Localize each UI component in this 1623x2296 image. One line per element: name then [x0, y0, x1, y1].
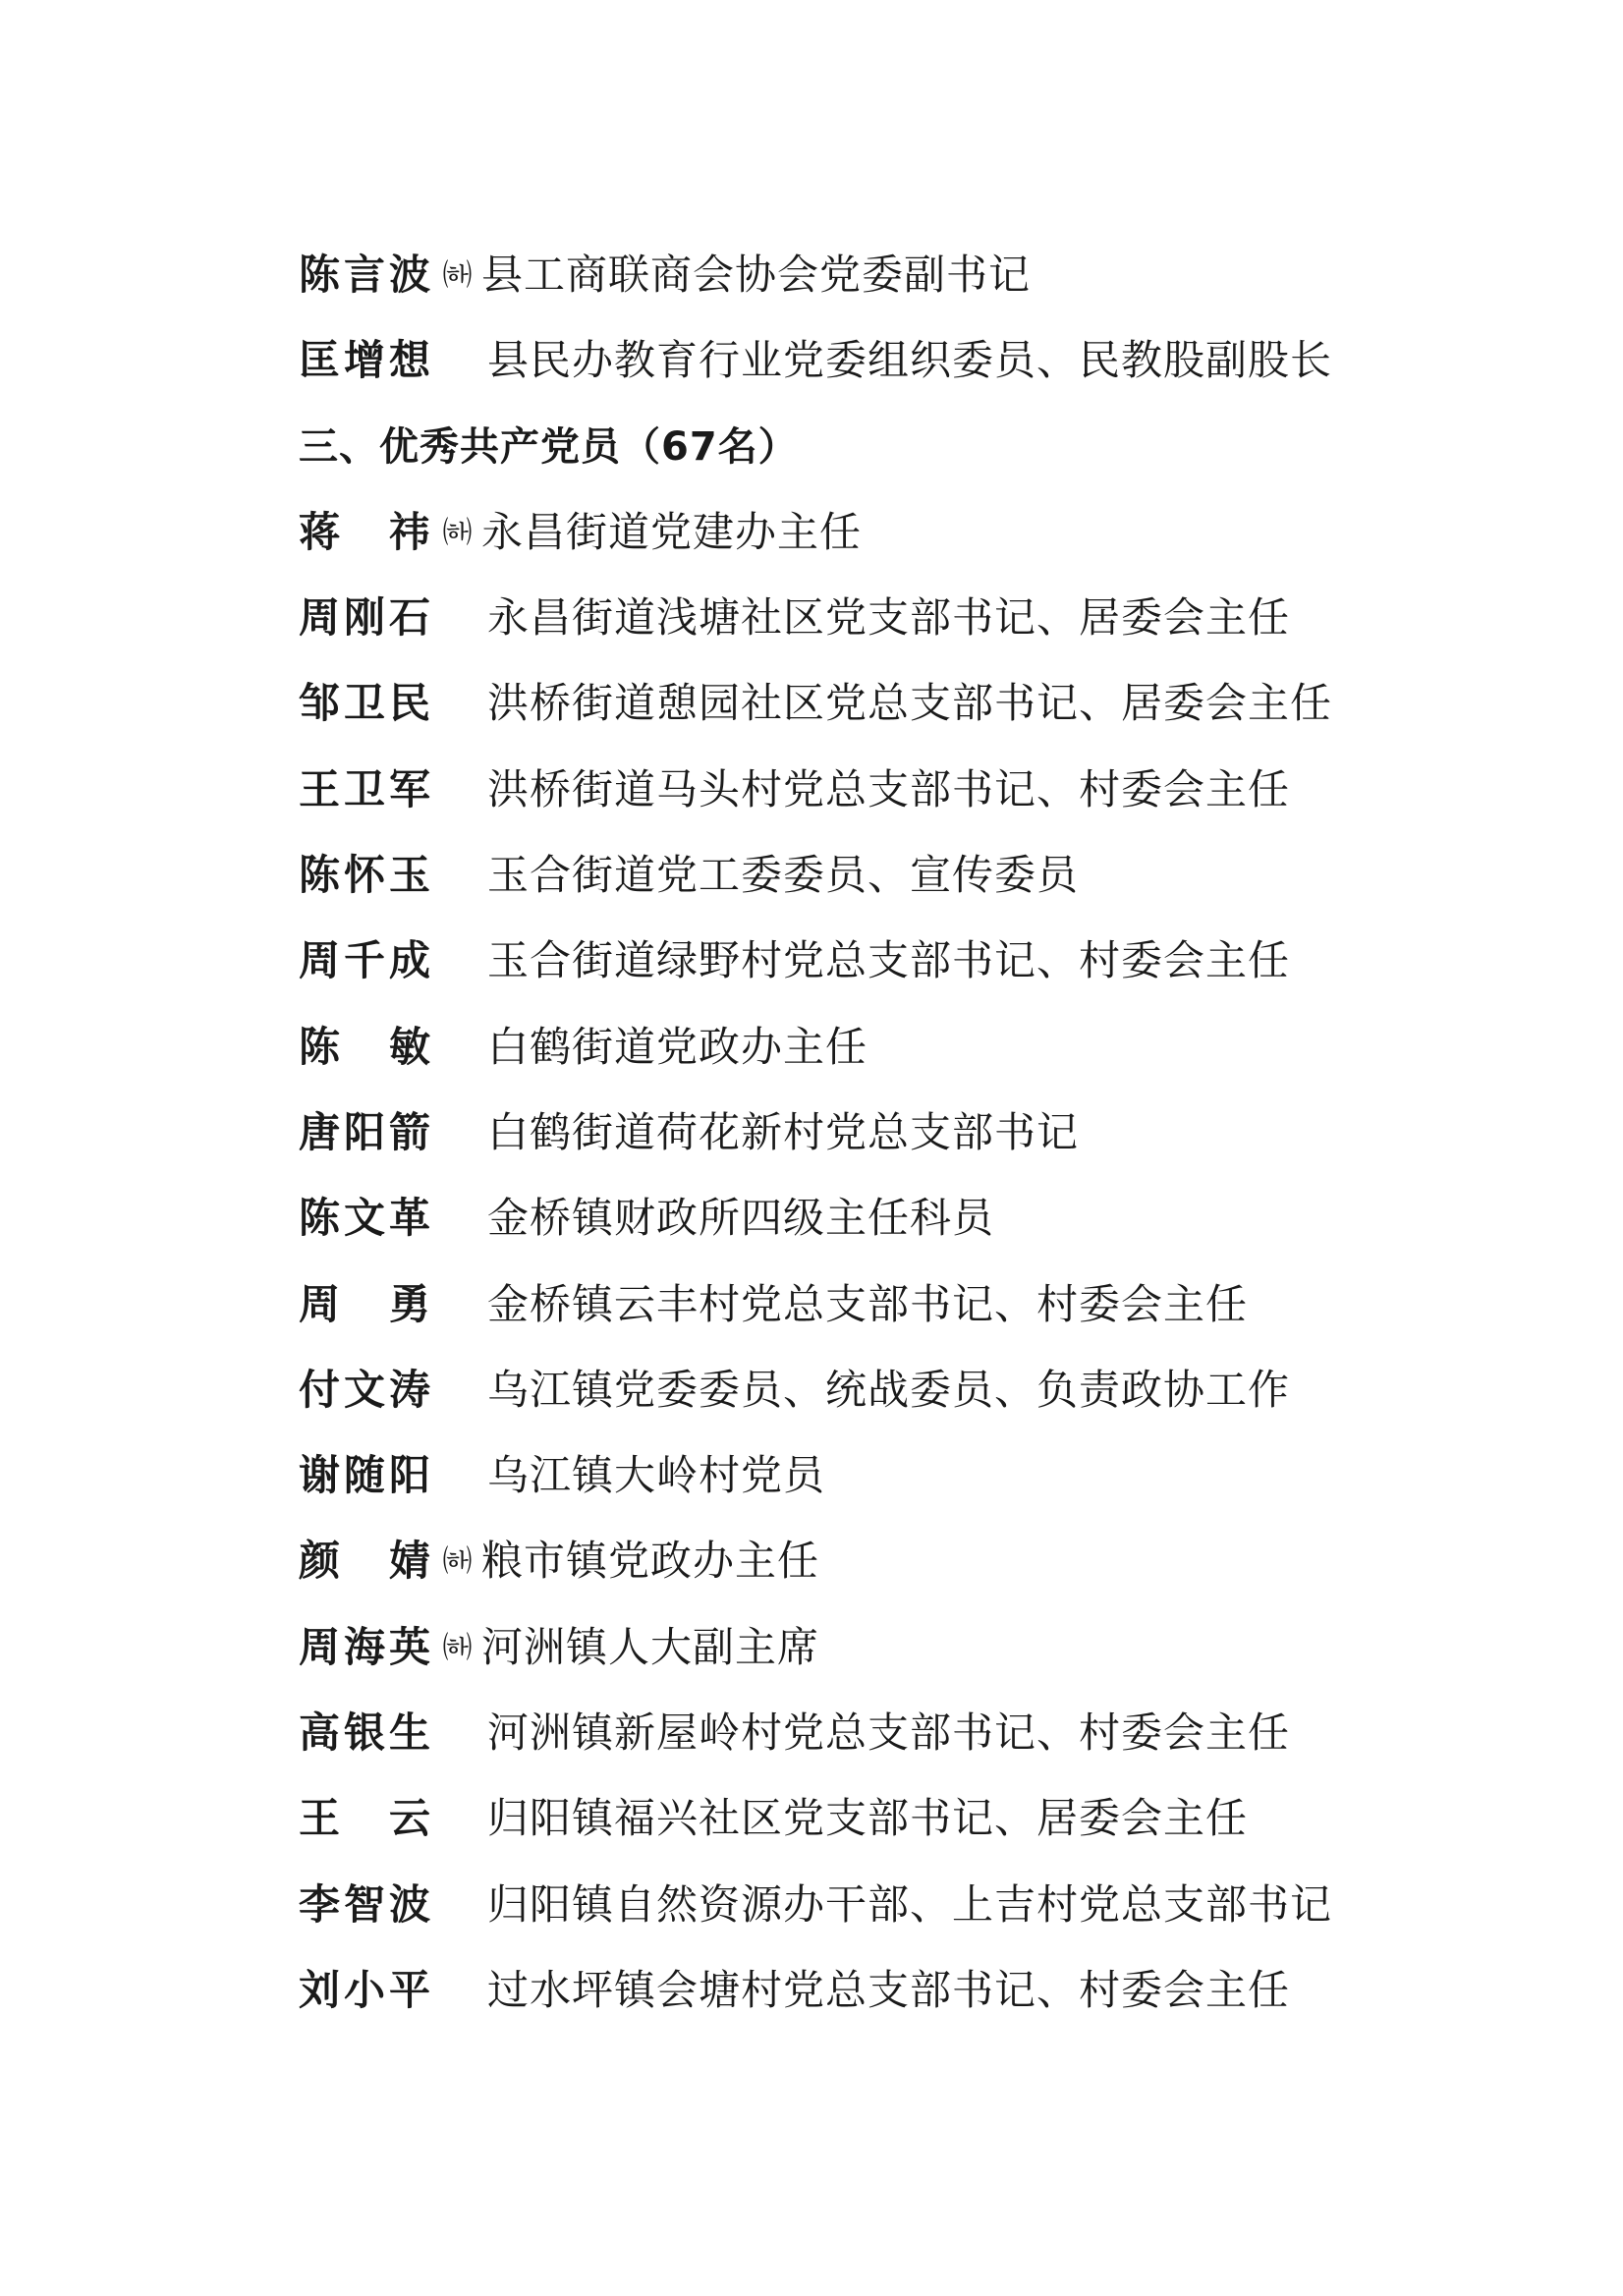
list-item [299, 329, 1478, 415]
list-item [299, 1359, 1478, 1444]
name-list [299, 244, 1478, 2044]
person-title: 玉合街道党工委委员、宣传委员 [487, 851, 1080, 900]
list-item [299, 244, 1478, 329]
person-title: 洪桥街道憩园社区党总支部书记、居委会主任 [487, 679, 1333, 728]
person-name: 王 云 [299, 1794, 435, 1843]
list-item [299, 929, 1478, 1015]
person-title: 乌江镇党委委员、统战委员、负责政协工作 [487, 1365, 1291, 1414]
person-title: 归阳镇自然资源办干部、上吉村党总支部书记 [487, 1879, 1333, 1929]
list-item [299, 1702, 1478, 1787]
female-mark: ㈛ [442, 1544, 474, 1580]
female-mark: ㈛ [442, 515, 474, 550]
person-name: 周 勇 [299, 1279, 435, 1328]
person-name: 高银生 [299, 1708, 435, 1758]
person-name: 匡增想 [299, 336, 435, 385]
list-item [299, 844, 1478, 929]
person-title: 县工商联商会协会党委副书记 [481, 251, 1032, 299]
person-name: 王卫军 [299, 764, 435, 813]
person-name: 谢随阳 [299, 1451, 435, 1500]
person-name: 陈言波 [299, 251, 435, 299]
person-name: 唐阳箭 [299, 1107, 435, 1156]
list-item [299, 1273, 1478, 1359]
person-name: 刘小平 [299, 1965, 435, 2014]
person-title: 永昌街道浅塘社区党支部书记、居委会主任 [487, 593, 1291, 643]
list-item [299, 501, 1478, 587]
list-item [299, 1016, 1478, 1101]
list-item [299, 1616, 1478, 1702]
list-item [299, 1187, 1478, 1272]
person-title: 金桥镇财政所四级主任科员 [487, 1194, 995, 1243]
person-title: 金桥镇云丰村党总支部书记、村委会主任 [487, 1279, 1249, 1328]
list-item [299, 1530, 1478, 1615]
person-title: 玉合街道绿野村党总支部书记、村委会主任 [487, 936, 1291, 985]
person-name: 陈文革 [299, 1194, 435, 1243]
person-title: 永昌街道党建办主任 [481, 507, 863, 556]
person-name: 周海英 [299, 1622, 435, 1671]
list-item [299, 672, 1478, 757]
person-name: 陈怀玉 [299, 851, 435, 900]
person-title: 洪桥街道马头村党总支部书记、村委会主任 [487, 764, 1291, 813]
list-item [299, 587, 1478, 672]
person-title: 河洲镇人大副主席 [481, 1622, 820, 1671]
female-mark: ㈛ [442, 1630, 474, 1665]
person-name: 付文涛 [299, 1365, 435, 1414]
person-title: 县民办教育行业党委组织委员、民教股副股长 [487, 336, 1333, 385]
person-title: 河洲镇新屋岭村党总支部书记、村委会主任 [487, 1708, 1291, 1758]
list-item [299, 1787, 1478, 1873]
section-heading: 三、优秀共产党员（67名） [299, 423, 799, 470]
person-name: 邹卫民 [299, 679, 435, 728]
person-name: 颜 婧 [299, 1537, 435, 1586]
list-item [299, 1101, 1478, 1187]
person-title: 粮市镇党政办主任 [481, 1537, 820, 1586]
person-name: 蒋 祎 [299, 507, 435, 556]
person-name: 陈 敏 [299, 1022, 435, 1071]
person-title: 白鹤街道荷花新村党总支部书记 [487, 1107, 1080, 1156]
person-name: 周刚石 [299, 593, 435, 643]
person-title: 乌江镇大岭村党员 [487, 1451, 826, 1500]
person-title: 归阳镇福兴社区党支部书记、居委会主任 [487, 1794, 1249, 1843]
person-name: 李智波 [299, 1879, 435, 1929]
list-item [299, 1444, 1478, 1530]
list-item [299, 1874, 1478, 1959]
list-item [299, 758, 1478, 844]
person-title: 白鹤街道党政办主任 [487, 1022, 868, 1071]
person-name: 周千成 [299, 936, 435, 985]
list-item [299, 1959, 1478, 2044]
female-mark: ㈛ [442, 258, 474, 293]
person-title: 过水坪镇会塘村党总支部书记、村委会主任 [487, 1965, 1291, 2014]
